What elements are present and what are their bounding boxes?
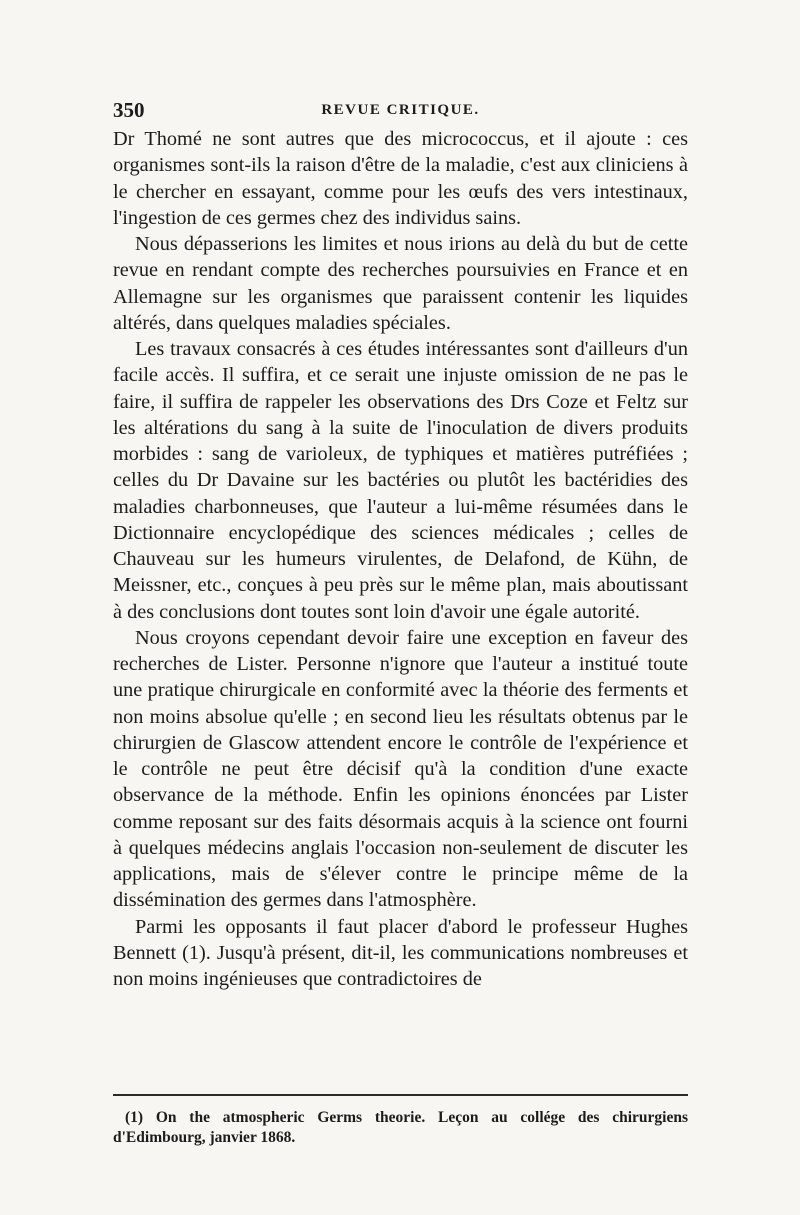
paragraph: Les travaux consacrés à ces études intéressantes sont d'ailleurs d'un facile accès. Il suffira, et ce serait une injuste omission de ne pas le faire, il suffira de rappeler les observations des Drs Coze et Feltz sur les altérations du sang à la suite de l'inoculation de divers produits morbides : sang de varioleux, de typhiques et matières putréfiées ; celles du Dr Davaine sur les bactéries ou plutôt les bactéridies des maladies charbonneuses, que l'auteur a lui-même résumées dans le Dictionnaire encyclopédique des sciences médicales ; celles de Chauveau sur les humeurs virulentes, de Delafond, de Kühn, de Meissner, etc., conçues à peu près sur le même plan, mais aboutissant à des conclusions dont toutes sont loin d'avoir une égale autorité. [113,338,688,623]
footnote-text: (1) On the atmospheric Germs theorie. Leçon au collége des chirurgiens d'Edimbourg, janvier 1868. [113,1109,688,1146]
paragraph-continued: Dr Thomé ne sont autres que des micrococcus, et il ajoute : ces organismes sont-ils la raison d'être de la maladie, c'est aux cliniciens à le chercher en essayant, comme pour les œufs des vers intestinaux, l'ingestion de ces germes chez des individus sains. [113,128,688,229]
page-number: 350 [113,98,145,122]
paragraph: Parmi les opposants il faut placer d'abord le professeur Hughes Bennett (1). Jusqu'à présent, dit-il, les communications nombreuses et non moins ingénieuses que contradictoires de [113,915,688,990]
body-text [113,126,688,992]
footnote-divider [113,1094,688,1096]
running-head: REVUE CRITIQUE. [321,102,480,118]
paragraph: Nous croyons cependant devoir faire une exception en faveur des recherches de Lister. Personne n'ignore que l'auteur a institué toute une pratique chirurgicale en conformité avec la théorie des ferments et non moins absolue qu'elle ; en second lieu les résultats obtenus par le chirurgien de Glascow attendent encore le contrôle de l'expérience et le contrôle ne peut être décisif qu'à la condition d'une exacte observance de la méthode. Enfin les opinions énoncées par Lister comme reposant sur des faits désormais acquis à la science ont fourni à quelques médecins anglais l'occasion non-seulement de discuter les applications, mais de s'élever contre le principe même de la dissémination des germes dans l'atmosphère. [113,626,688,912]
page-header [113,98,688,124]
paragraph: Nous dépasserions les limites et nous irions au delà du but de cette revue en rendant compte des recherches poursuivies en France et en Allemagne sur les organismes que paraissent contenir les liquides altérés, dans quelques maladies spéciales. [113,233,688,334]
footnote [113,1108,688,1148]
